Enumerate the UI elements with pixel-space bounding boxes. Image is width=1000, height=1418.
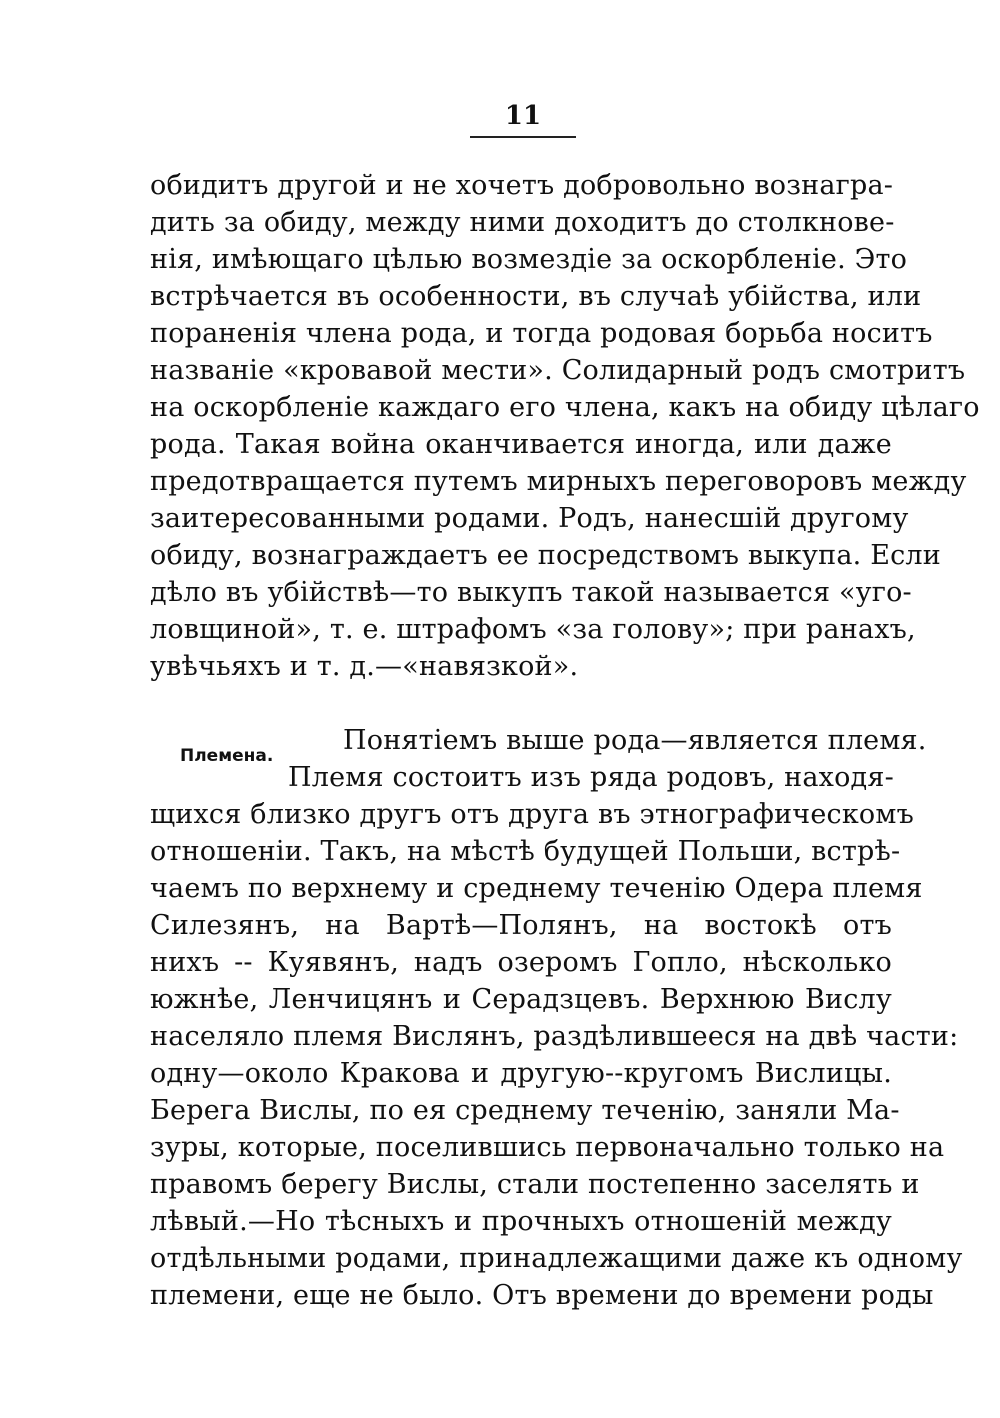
text-line: рода. Такая война оканчивается иногда, или даже bbox=[150, 429, 892, 460]
text-line: Племя состоитъ изъ ряда родовъ, находя- bbox=[288, 762, 894, 793]
text-line: южнѣе, Ленчицянъ и Серадзцевъ. Верхнюю Вислу bbox=[150, 984, 892, 1015]
text-line: Понятіемъ выше рода—является племя. bbox=[343, 725, 927, 756]
text-line: обиду, вознаграждаетъ ее посредствомъ выкупа. Если bbox=[150, 540, 941, 571]
text-line: отношеніи. Такъ, на мѣстѣ будущей Польши, встрѣ- bbox=[150, 836, 901, 867]
text-line: Берега Вислы, по ея среднему теченію, заняли Ма- bbox=[150, 1095, 900, 1126]
text-line: дѣло въ убійствѣ—то выкупъ такой называется «уго- bbox=[150, 577, 912, 608]
text-line: предотвращается путемъ мирныхъ переговоровъ между bbox=[150, 466, 967, 497]
text-line: одну—около Кракова и другую--кругомъ Вислицы. bbox=[150, 1058, 892, 1089]
text-line: зуры, которые, поселившись первоначально только на bbox=[150, 1132, 945, 1163]
text-line: обидитъ другой и не хочетъ добровольно вознагра- bbox=[150, 170, 894, 201]
text-line: ловщиной», т. е. штрафомъ «за голову»; при ранахъ, bbox=[150, 614, 916, 645]
text-line: Силезянъ, на Вартѣ—Полянъ, на востокѣ отъ bbox=[150, 910, 892, 941]
page-number-rule bbox=[470, 136, 576, 138]
text-line: нія, имѣющаго цѣлью возмездіе за оскорбленіе. Это bbox=[150, 244, 908, 275]
text-line: чаемъ по верхнему и среднему теченію Одера племя bbox=[150, 873, 923, 904]
text-line: населяло племя Вислянъ, раздѣлившееся на двѣ части: bbox=[150, 1021, 959, 1052]
text-line: увѣчьяхъ и т. д.—«навязкой». bbox=[150, 651, 579, 682]
text-line: названіе «кровавой мести». Солидарный родъ смотритъ bbox=[150, 355, 966, 386]
text-line: племени, еще не было. Отъ времени до времени роды bbox=[150, 1280, 934, 1311]
text-line: щихся близко другъ отъ друга въ этнографическомъ bbox=[150, 799, 914, 830]
text-line: на оскорбленіе каждаго его члена, какъ на обиду цѣлаго bbox=[150, 392, 980, 423]
text-line: дить за обиду, между ними доходитъ до столкнове- bbox=[150, 207, 895, 238]
margin-note-tribes: Племена. bbox=[180, 746, 274, 766]
text-line: заитересованными родами. Родъ, нанесшій другому bbox=[150, 503, 909, 534]
text-line: нихъ -- Куявянъ, надъ озеромъ Гопло, нѣсколько bbox=[150, 947, 892, 978]
text-line: правомъ берегу Вислы, стали постепенно заселять и bbox=[150, 1169, 920, 1200]
page-number: 11 bbox=[504, 101, 542, 131]
text-line: отдѣльными родами, принадлежащими даже къ одному bbox=[150, 1243, 963, 1274]
text-line: встрѣчается въ особенности, въ случаѣ убійства, или bbox=[150, 281, 922, 312]
text-line: пораненія члена рода, и тогда родовая борьба носитъ bbox=[150, 318, 933, 349]
text-line: лѣвый.—Но тѣсныхъ и прочныхъ отношеній между bbox=[150, 1206, 892, 1237]
